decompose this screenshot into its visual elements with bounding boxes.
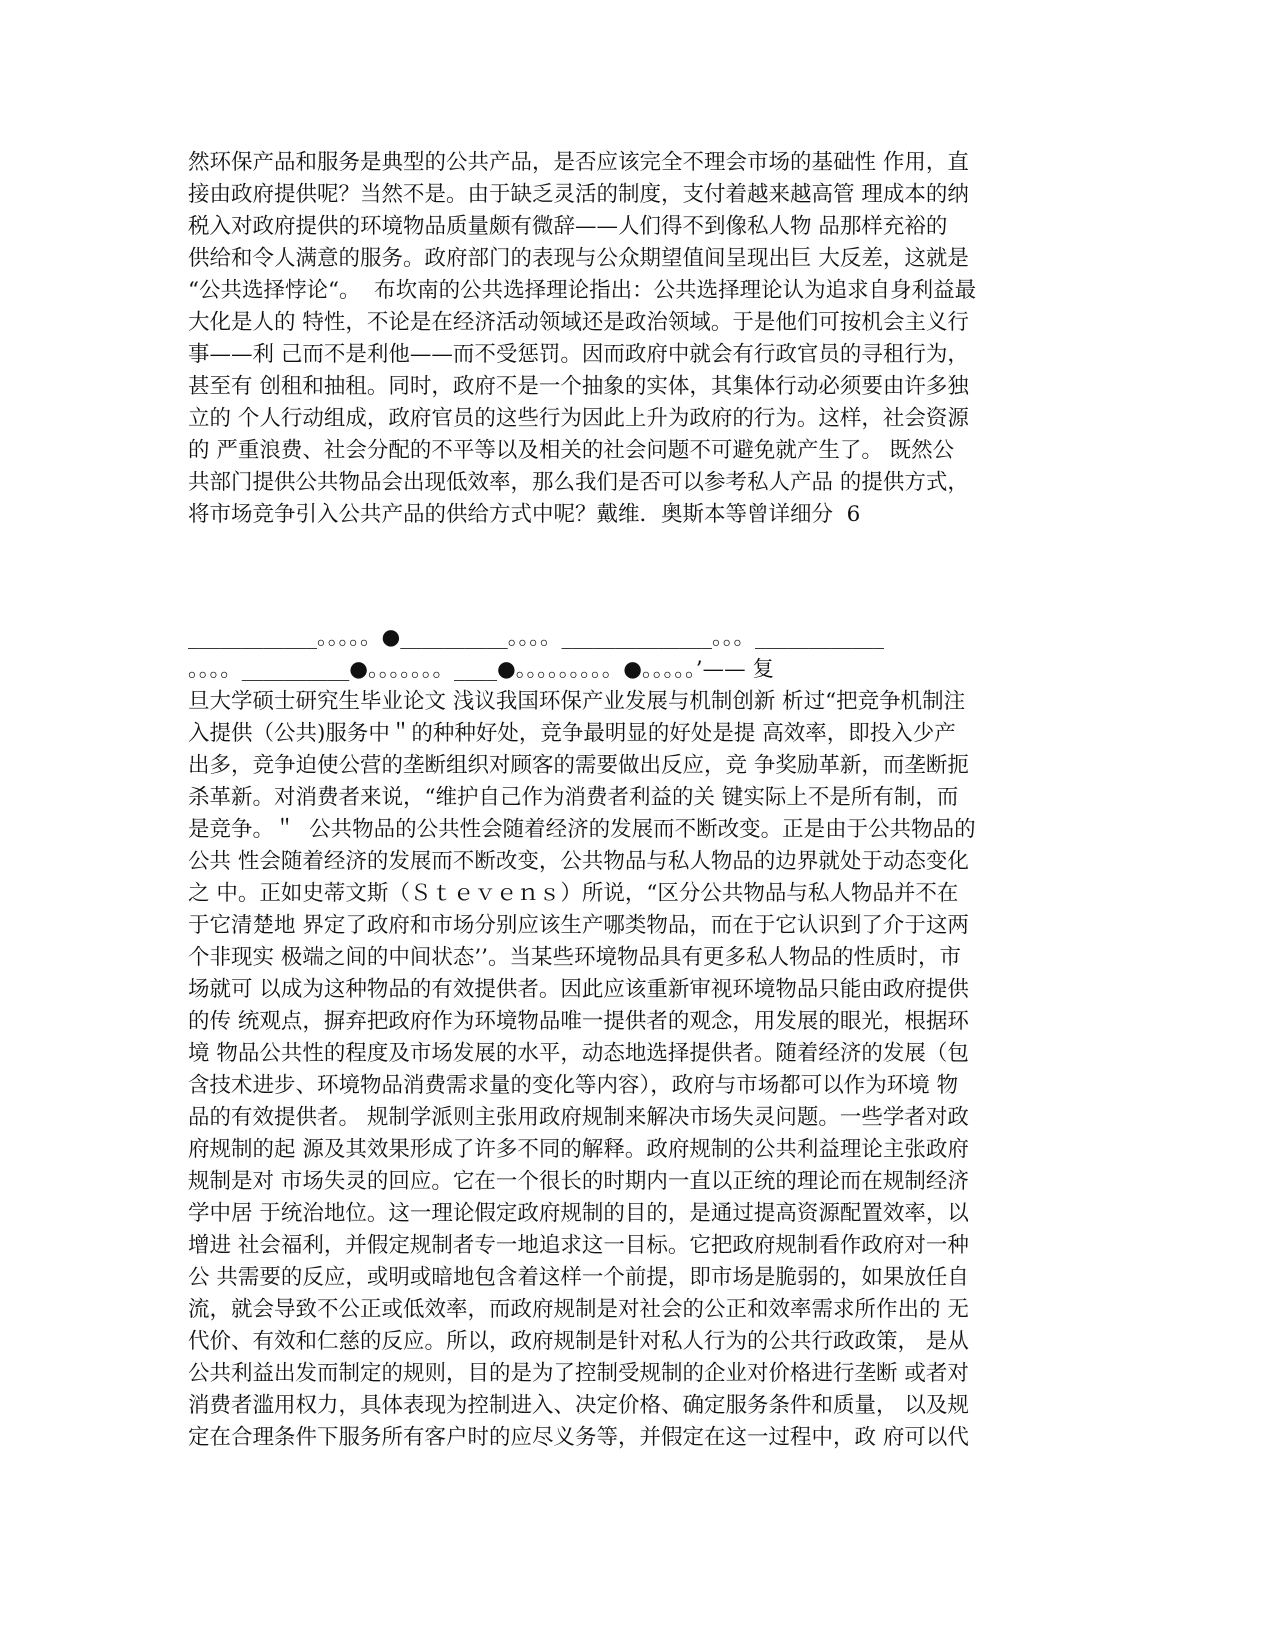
text-line: 大化是人的 特性，不论是在经济活动领域还是政治领域。于是他们可按机会主义行 (188, 310, 969, 335)
text-line: 旦大学硕士研究生毕业论文 浅议我国环保产业发展与机制创新 析过“把竞争机制注 (188, 689, 966, 714)
text-line-with-page-number: 将市场竞争引入公共产品的供给方式中呢？戴维．奥斯本等曾详细分 6 (188, 502, 861, 527)
text-line: 于它清楚地 界定了政府和市场分别应该生产哪类物品，而在于它认识到了介于这两 (188, 913, 969, 938)
text-line: 品的有效提供者。 规制学派则主张用政府规制来解决市场失灵问题。一些学者对政 (188, 1105, 969, 1130)
text-line: 府规制的起 源及其效果形成了许多不同的解释。政府规制的公共利益理论主张政府 (188, 1137, 969, 1162)
separator-line: ____________。。。。。●__________。。。。______________。。。____________ (188, 625, 885, 650)
text-line: 之 中。正如史蒂文斯（Ｓｔｅｖｅｎｓ）所说，“区分公共物品与私人物品并不在 (188, 881, 959, 906)
text-line: 场就可 以成为这种物品的有效提供者。因此应该重新审视环境物品只能由政府提供 (188, 977, 969, 1002)
text-line: 含技术进步、环境物品消费需求量的变化等内容），政府与市场都可以作为环境 物 (188, 1073, 959, 1098)
text-line: 杀革新。对消费者来说，“维护自己作为消费者利益的关 键实际上不是所有制，而 (188, 785, 959, 810)
text-line: 个非现实 极端之间的中间状态’’。当某些环境物品具有更多私人物品的性质时，市 (188, 945, 962, 970)
text-line: 公共 性会随着经济的发展而不断改变，公共物品与私人物品的边界就处于动态变化 (188, 849, 969, 874)
text-line: 立的 个人行动组成，政府官员的这些行为因此上升为政府的行为。这样，社会资源 (188, 406, 969, 431)
text-line: 是竞争。＂ 公共物品的公共性会随着经济的发展而不断改变。正是由于公共物品的 (188, 817, 976, 842)
text-line: 税入对政府提供的环境物品质量颇有微辞——人们得不到像私人物 品那样充裕的 (188, 214, 948, 239)
text-line: 规制是对 市场失灵的回应。它在一个很长的时期内一直以正统的理论而在规制经济 (188, 1169, 969, 1194)
text-line: 增进 社会福利，并假定规制者专一地追求这一目标。它把政府规制看作政府对一种 (188, 1233, 969, 1258)
text-line: “公共选择悖论“。 布坎南的公共选择理论指出：公共选择理论认为追求自身利益最 (188, 278, 977, 303)
text-line: 定在合理条件下服务所有客户时的应尽义务等，并假定在这一过程中，政 府可以代 (188, 1425, 969, 1450)
separator-line: 。。。。__________●。。。。。。。____●。。。。。。。。。●。。。。。’—— 复 (188, 657, 774, 682)
text-line: 接由政府提供呢？当然不是。由于缺乏灵活的制度，支付着越来越高管 理成本的纳 (188, 182, 969, 207)
text-line: 代价、有效和仁慈的反应。所以，政府规制是针对私人行为的公共行政政策， 是从 (188, 1329, 969, 1354)
text-line: 公 共需要的反应，或明或暗地包含着这样一个前提，即市场是脆弱的，如果放任自 (188, 1265, 969, 1290)
bottom-paragraph (188, 622, 1088, 1454)
text-line: 出多，竞争迫使公营的垄断组织对顾客的需要做出反应，竞 争奖励革新，而垄断扼 (188, 753, 969, 778)
text-line: 事——利 己而不是利他——而不受惩罚。因而政府中就会有行政官员的寻租行为， (188, 342, 969, 367)
text-line: 境 物品公共性的程度及市场发展的水平，动态地选择提供者。随着经济的发展（包 (188, 1041, 969, 1066)
text-line: 流，就会导致不公正或低效率，而政府规制是对社会的公正和效率需求所作出的 无 (188, 1297, 969, 1322)
text-line: 的传 统观点，摒弃把政府作为环境物品唯一提供者的观念，用发展的眼光，根据环 (188, 1009, 969, 1034)
text-line: 甚至有 创租和抽租。同时，政府不是一个抽象的实体，其集体行动必须要由许多独 (188, 374, 969, 399)
text-line: 入提供（公共)服务中＂的种种好处，竞争最明显的好处是提 高效率，即投入少产 (188, 721, 956, 746)
text-line: 学中居 于统治地位。这一理论假定政府规制的目的，是通过提高资源配置效率，以 (188, 1201, 969, 1226)
text-line: 共部门提供公共物品会出现低效率，那么我们是否可以参考私人产品 的提供方式， (188, 470, 969, 495)
text-line: 供给和令人满意的服务。政府部门的表现与公众期望值间呈现出巨 大反差，这就是 (188, 246, 969, 271)
text-line: 消费者滥用权力，具体表现为控制进入、决定价格、确定服务条件和质量， 以及规 (188, 1393, 969, 1418)
top-paragraph (188, 147, 1088, 531)
text-line: 然环保产品和服务是典型的公共产品，是否应该完全不理会市场的基础性 作用，直 (188, 150, 969, 175)
text-line: 公共利益出发而制定的规则，目的是为了控制受规制的企业对价格进行垄断 或者对 (188, 1361, 969, 1386)
text-line: 的 严重浪费、社会分配的不平等以及相关的社会问题不可避免就产生了。 既然公 (188, 438, 955, 463)
